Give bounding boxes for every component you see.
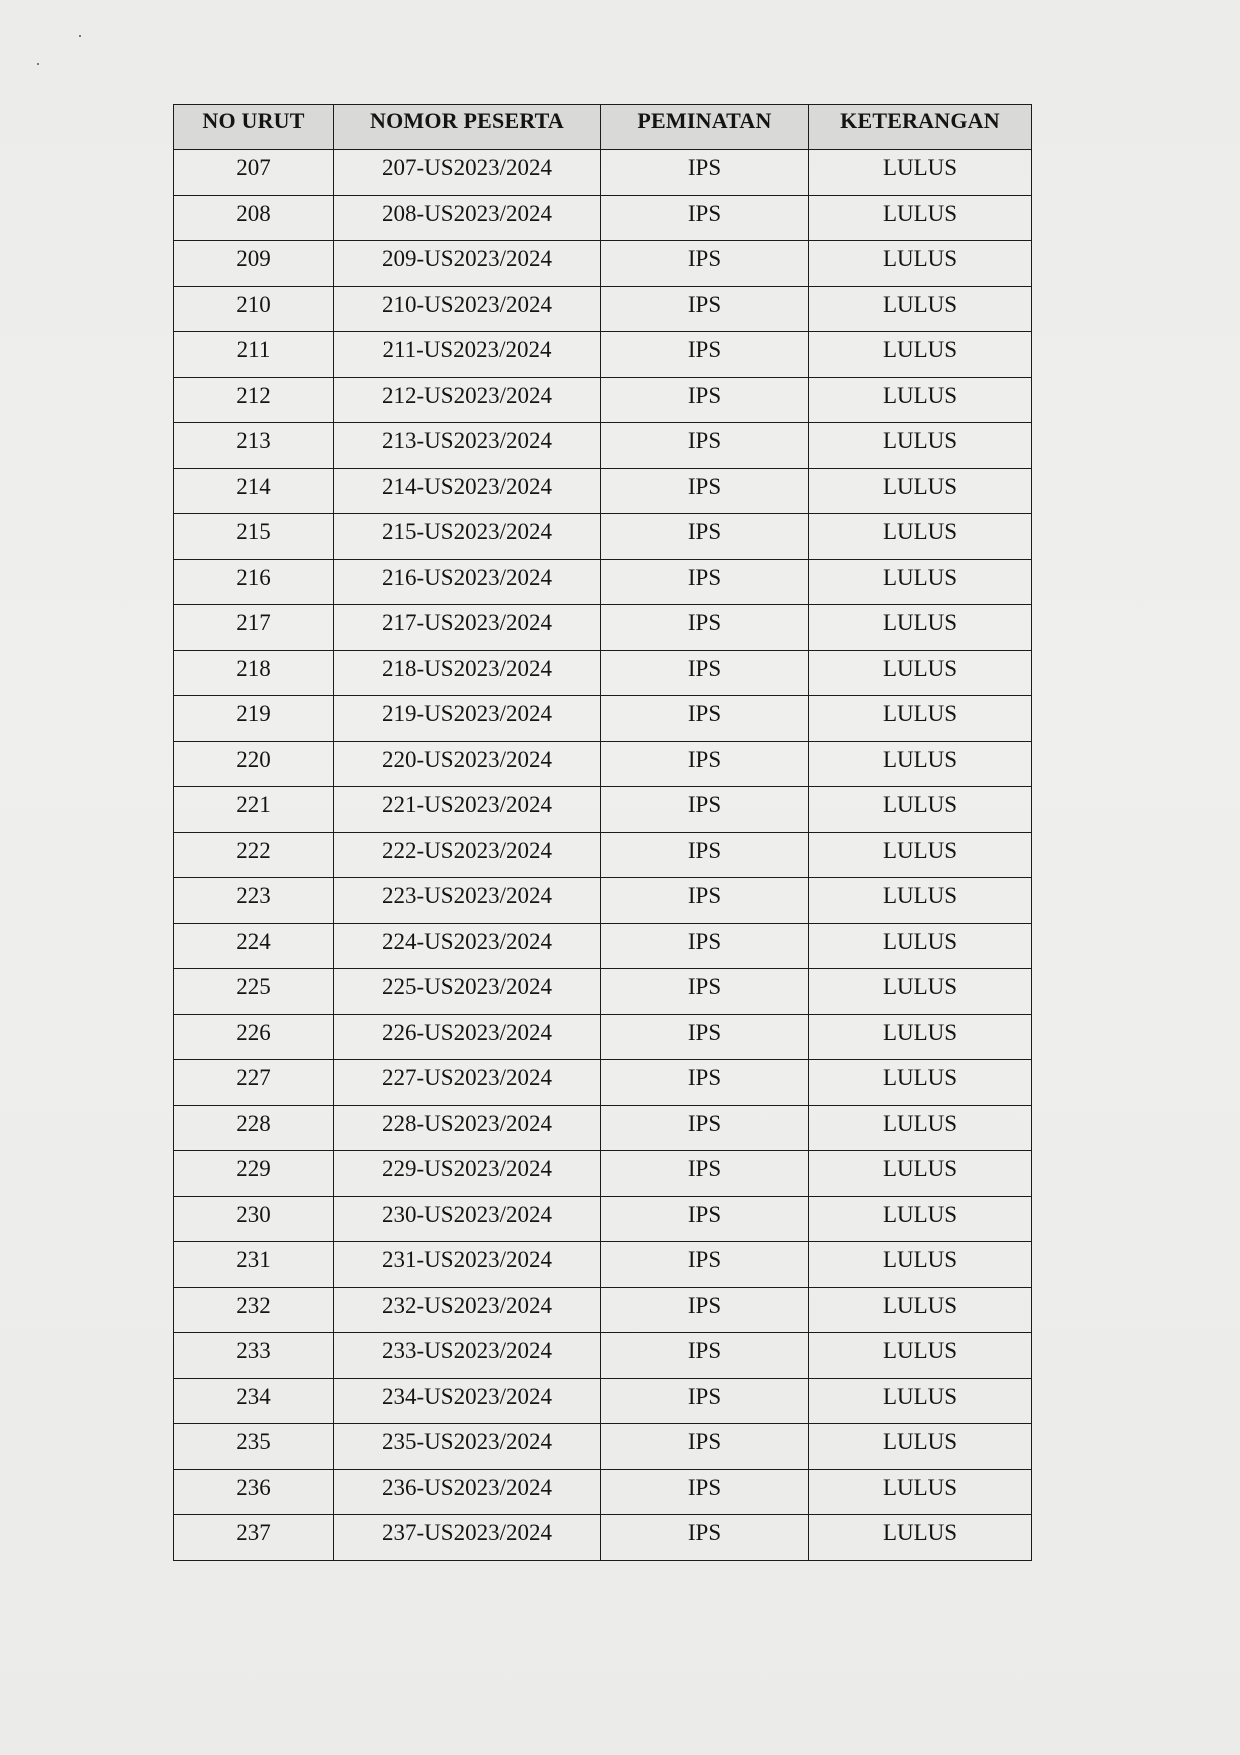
cell-peminatan: IPS bbox=[601, 741, 809, 787]
cell-nomor-peserta: 215-US2023/2024 bbox=[334, 514, 601, 560]
cell-keterangan: LULUS bbox=[809, 1333, 1032, 1379]
cell-no-urut: 208 bbox=[174, 195, 334, 241]
table-header-row bbox=[174, 105, 1032, 150]
cell-keterangan: LULUS bbox=[809, 741, 1032, 787]
cell-peminatan: IPS bbox=[601, 559, 809, 605]
cell-nomor-peserta: 212-US2023/2024 bbox=[334, 377, 601, 423]
cell-peminatan: IPS bbox=[601, 286, 809, 332]
cell-nomor-peserta: 224-US2023/2024 bbox=[334, 923, 601, 969]
cell-keterangan: LULUS bbox=[809, 423, 1032, 469]
cell-nomor-peserta: 208-US2023/2024 bbox=[334, 195, 601, 241]
cell-no-urut: 225 bbox=[174, 969, 334, 1015]
cell-keterangan: LULUS bbox=[809, 150, 1032, 196]
cell-nomor-peserta: 237-US2023/2024 bbox=[334, 1515, 601, 1561]
cell-peminatan: IPS bbox=[601, 468, 809, 514]
cell-keterangan: LULUS bbox=[809, 241, 1032, 287]
cell-peminatan: IPS bbox=[601, 1515, 809, 1561]
cell-peminatan: IPS bbox=[601, 1014, 809, 1060]
cell-no-urut: 213 bbox=[174, 423, 334, 469]
cell-keterangan: LULUS bbox=[809, 832, 1032, 878]
cell-nomor-peserta: 221-US2023/2024 bbox=[334, 787, 601, 833]
cell-keterangan: LULUS bbox=[809, 696, 1032, 742]
header-nomor-peserta: NOMOR PESERTA bbox=[334, 105, 601, 150]
cell-keterangan: LULUS bbox=[809, 923, 1032, 969]
table-row bbox=[174, 514, 1032, 560]
cell-peminatan: IPS bbox=[601, 923, 809, 969]
cell-nomor-peserta: 217-US2023/2024 bbox=[334, 605, 601, 651]
table-row bbox=[174, 1196, 1032, 1242]
cell-nomor-peserta: 234-US2023/2024 bbox=[334, 1378, 601, 1424]
cell-keterangan: LULUS bbox=[809, 650, 1032, 696]
table-row bbox=[174, 468, 1032, 514]
cell-keterangan: LULUS bbox=[809, 1378, 1032, 1424]
cell-no-urut: 211 bbox=[174, 332, 334, 378]
cell-no-urut: 220 bbox=[174, 741, 334, 787]
cell-keterangan: LULUS bbox=[809, 1287, 1032, 1333]
cell-nomor-peserta: 222-US2023/2024 bbox=[334, 832, 601, 878]
cell-keterangan: LULUS bbox=[809, 377, 1032, 423]
cell-nomor-peserta: 231-US2023/2024 bbox=[334, 1242, 601, 1288]
header-no-urut: NO URUT bbox=[174, 105, 334, 150]
table-row bbox=[174, 696, 1032, 742]
cell-keterangan: LULUS bbox=[809, 1424, 1032, 1470]
table-row bbox=[174, 377, 1032, 423]
table-row bbox=[174, 969, 1032, 1015]
cell-no-urut: 236 bbox=[174, 1469, 334, 1515]
table-row bbox=[174, 1060, 1032, 1106]
cell-nomor-peserta: 225-US2023/2024 bbox=[334, 969, 601, 1015]
table-body bbox=[174, 150, 1032, 1561]
cell-keterangan: LULUS bbox=[809, 559, 1032, 605]
table-row bbox=[174, 286, 1032, 332]
cell-keterangan: LULUS bbox=[809, 514, 1032, 560]
results-sheet bbox=[173, 104, 1031, 1561]
table-row bbox=[174, 423, 1032, 469]
cell-peminatan: IPS bbox=[601, 1287, 809, 1333]
cell-no-urut: 219 bbox=[174, 696, 334, 742]
cell-nomor-peserta: 219-US2023/2024 bbox=[334, 696, 601, 742]
cell-keterangan: LULUS bbox=[809, 1151, 1032, 1197]
cell-no-urut: 215 bbox=[174, 514, 334, 560]
cell-no-urut: 221 bbox=[174, 787, 334, 833]
cell-peminatan: IPS bbox=[601, 1105, 809, 1151]
cell-nomor-peserta: 218-US2023/2024 bbox=[334, 650, 601, 696]
cell-peminatan: IPS bbox=[601, 878, 809, 924]
cell-nomor-peserta: 235-US2023/2024 bbox=[334, 1424, 601, 1470]
cell-no-urut: 212 bbox=[174, 377, 334, 423]
cell-no-urut: 233 bbox=[174, 1333, 334, 1379]
header-peminatan: PEMINATAN bbox=[601, 105, 809, 150]
table-row bbox=[174, 1515, 1032, 1561]
results-table bbox=[173, 104, 1032, 1561]
table-row bbox=[174, 559, 1032, 605]
cell-keterangan: LULUS bbox=[809, 195, 1032, 241]
cell-nomor-peserta: 232-US2023/2024 bbox=[334, 1287, 601, 1333]
cell-peminatan: IPS bbox=[601, 514, 809, 560]
cell-keterangan: LULUS bbox=[809, 1060, 1032, 1106]
cell-no-urut: 228 bbox=[174, 1105, 334, 1151]
cell-keterangan: LULUS bbox=[809, 787, 1032, 833]
cell-nomor-peserta: 230-US2023/2024 bbox=[334, 1196, 601, 1242]
cell-nomor-peserta: 210-US2023/2024 bbox=[334, 286, 601, 332]
cell-peminatan: IPS bbox=[601, 696, 809, 742]
cell-peminatan: IPS bbox=[601, 150, 809, 196]
cell-peminatan: IPS bbox=[601, 1469, 809, 1515]
table-row bbox=[174, 1333, 1032, 1379]
cell-no-urut: 207 bbox=[174, 150, 334, 196]
cell-peminatan: IPS bbox=[601, 423, 809, 469]
cell-keterangan: LULUS bbox=[809, 1515, 1032, 1561]
cell-no-urut: 216 bbox=[174, 559, 334, 605]
cell-peminatan: IPS bbox=[601, 377, 809, 423]
cell-no-urut: 223 bbox=[174, 878, 334, 924]
cell-no-urut: 234 bbox=[174, 1378, 334, 1424]
cell-no-urut: 235 bbox=[174, 1424, 334, 1470]
table-row bbox=[174, 150, 1032, 196]
cell-keterangan: LULUS bbox=[809, 286, 1032, 332]
cell-nomor-peserta: 213-US2023/2024 bbox=[334, 423, 601, 469]
cell-no-urut: 237 bbox=[174, 1515, 334, 1561]
cell-nomor-peserta: 226-US2023/2024 bbox=[334, 1014, 601, 1060]
cell-peminatan: IPS bbox=[601, 787, 809, 833]
cell-keterangan: LULUS bbox=[809, 1196, 1032, 1242]
cell-nomor-peserta: 207-US2023/2024 bbox=[334, 150, 601, 196]
cell-nomor-peserta: 227-US2023/2024 bbox=[334, 1060, 601, 1106]
table-row bbox=[174, 741, 1032, 787]
cell-peminatan: IPS bbox=[601, 1242, 809, 1288]
table-row bbox=[174, 787, 1032, 833]
cell-keterangan: LULUS bbox=[809, 468, 1032, 514]
cell-peminatan: IPS bbox=[601, 241, 809, 287]
cell-nomor-peserta: 220-US2023/2024 bbox=[334, 741, 601, 787]
cell-nomor-peserta: 233-US2023/2024 bbox=[334, 1333, 601, 1379]
cell-keterangan: LULUS bbox=[809, 1105, 1032, 1151]
table-row bbox=[174, 923, 1032, 969]
cell-peminatan: IPS bbox=[601, 650, 809, 696]
cell-nomor-peserta: 229-US2023/2024 bbox=[334, 1151, 601, 1197]
cell-no-urut: 229 bbox=[174, 1151, 334, 1197]
table-row bbox=[174, 1151, 1032, 1197]
cell-peminatan: IPS bbox=[601, 1060, 809, 1106]
cell-keterangan: LULUS bbox=[809, 969, 1032, 1015]
cell-peminatan: IPS bbox=[601, 332, 809, 378]
cell-no-urut: 231 bbox=[174, 1242, 334, 1288]
cell-no-urut: 227 bbox=[174, 1060, 334, 1106]
table-row bbox=[174, 1242, 1032, 1288]
cell-peminatan: IPS bbox=[601, 1196, 809, 1242]
table-row bbox=[174, 832, 1032, 878]
cell-nomor-peserta: 223-US2023/2024 bbox=[334, 878, 601, 924]
cell-nomor-peserta: 209-US2023/2024 bbox=[334, 241, 601, 287]
cell-peminatan: IPS bbox=[601, 195, 809, 241]
table-row bbox=[174, 1469, 1032, 1515]
cell-nomor-peserta: 228-US2023/2024 bbox=[334, 1105, 601, 1151]
cell-no-urut: 209 bbox=[174, 241, 334, 287]
cell-no-urut: 226 bbox=[174, 1014, 334, 1060]
paper-speck bbox=[37, 63, 39, 65]
table-row bbox=[174, 241, 1032, 287]
cell-no-urut: 224 bbox=[174, 923, 334, 969]
cell-nomor-peserta: 211-US2023/2024 bbox=[334, 332, 601, 378]
cell-peminatan: IPS bbox=[601, 1151, 809, 1197]
cell-keterangan: LULUS bbox=[809, 1242, 1032, 1288]
cell-nomor-peserta: 236-US2023/2024 bbox=[334, 1469, 601, 1515]
table-row bbox=[174, 1105, 1032, 1151]
table-row bbox=[174, 1014, 1032, 1060]
cell-no-urut: 230 bbox=[174, 1196, 334, 1242]
cell-nomor-peserta: 216-US2023/2024 bbox=[334, 559, 601, 605]
cell-peminatan: IPS bbox=[601, 1424, 809, 1470]
table-row bbox=[174, 605, 1032, 651]
paper-speck bbox=[79, 35, 81, 37]
cell-peminatan: IPS bbox=[601, 1378, 809, 1424]
cell-no-urut: 222 bbox=[174, 832, 334, 878]
cell-keterangan: LULUS bbox=[809, 878, 1032, 924]
cell-peminatan: IPS bbox=[601, 832, 809, 878]
table-row bbox=[174, 1424, 1032, 1470]
cell-no-urut: 232 bbox=[174, 1287, 334, 1333]
cell-keterangan: LULUS bbox=[809, 332, 1032, 378]
cell-no-urut: 218 bbox=[174, 650, 334, 696]
cell-no-urut: 214 bbox=[174, 468, 334, 514]
cell-keterangan: LULUS bbox=[809, 605, 1032, 651]
table-row bbox=[174, 1378, 1032, 1424]
cell-peminatan: IPS bbox=[601, 605, 809, 651]
cell-keterangan: LULUS bbox=[809, 1469, 1032, 1515]
cell-nomor-peserta: 214-US2023/2024 bbox=[334, 468, 601, 514]
table-row bbox=[174, 332, 1032, 378]
cell-no-urut: 210 bbox=[174, 286, 334, 332]
table-row bbox=[174, 195, 1032, 241]
table-row bbox=[174, 650, 1032, 696]
table-row bbox=[174, 878, 1032, 924]
header-keterangan: KETERANGAN bbox=[809, 105, 1032, 150]
cell-peminatan: IPS bbox=[601, 969, 809, 1015]
table-row bbox=[174, 1287, 1032, 1333]
cell-keterangan: LULUS bbox=[809, 1014, 1032, 1060]
cell-peminatan: IPS bbox=[601, 1333, 809, 1379]
cell-no-urut: 217 bbox=[174, 605, 334, 651]
